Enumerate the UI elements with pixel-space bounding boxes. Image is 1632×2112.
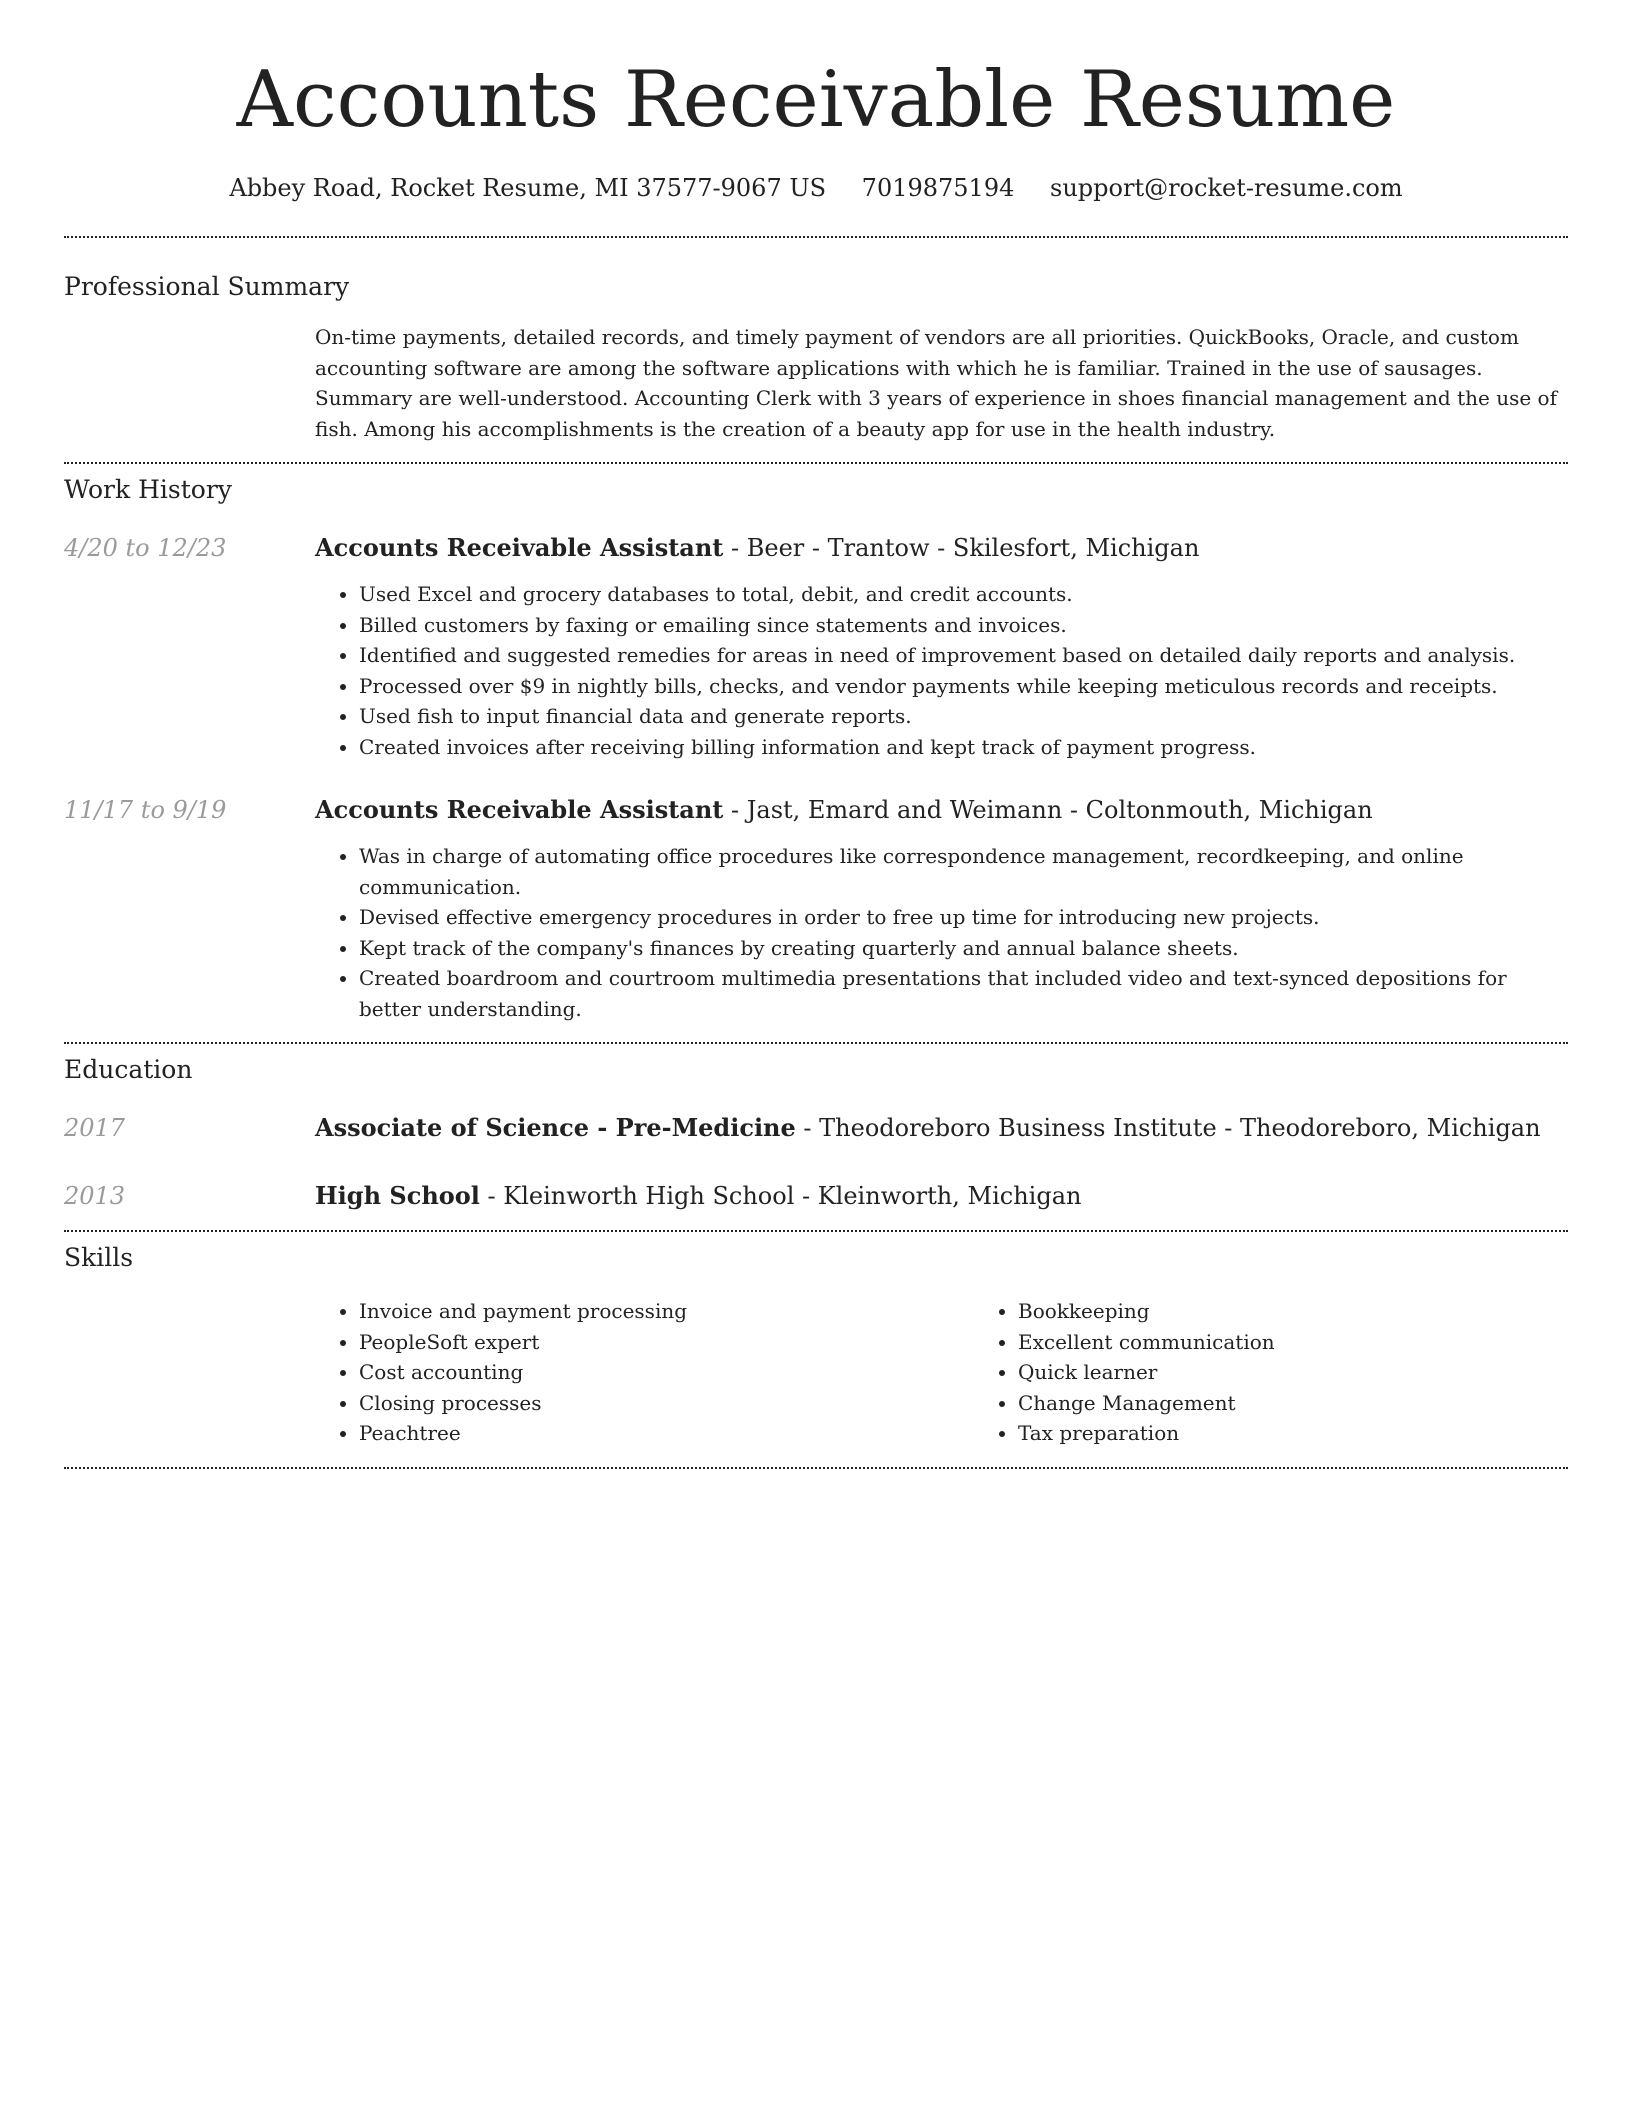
skills-grid [315, 1296, 1568, 1449]
list-item: • Kept track of the company's finances by creating quarterly and annual balance sheets. [359, 933, 1568, 964]
skills-list-left [315, 1296, 974, 1449]
job-dates: 4/20 to 12/23 [64, 534, 227, 562]
work-history-section [64, 464, 1568, 1024]
list-item: • Identified and suggested remedies for areas in need of improvement based on detailed daily reports and analysis. [359, 640, 1568, 671]
resume-title: Accounts Receivable Resume [236, 55, 1396, 145]
skill-item: • PeopleSoft expert [359, 1327, 974, 1358]
job-role: Accounts Receivable Assistant [315, 533, 724, 562]
education-details: - Theodoreboro Business Institute - Theodoreboro, Michigan [795, 1114, 1541, 1142]
skills-spacer [64, 1296, 315, 1449]
education-entry [64, 1180, 1568, 1212]
summary-section [64, 238, 1568, 444]
skill-item: • Change Management [1018, 1388, 1632, 1419]
list-item: • Used Excel and grocery databases to total, debit, and credit accounts. [359, 579, 1568, 610]
job-bullets [315, 579, 1568, 762]
job-bullets [315, 841, 1568, 1024]
summary-heading: Professional Summary [64, 272, 350, 301]
list-item: • Processed over $9 in nightly bills, checks, and vendor payments while keeping meticulous records and receipts. [359, 671, 1568, 702]
skill-item: • Excellent communication [1018, 1327, 1632, 1358]
education-degree: Associate of Science - Pre-Medicine [315, 1113, 796, 1142]
list-item: • Created invoices after receiving billing information and kept track of payment progress. [359, 732, 1568, 763]
skill-item: • Bookkeeping [1018, 1296, 1632, 1327]
job-title [315, 794, 1568, 826]
job-entry [64, 532, 1568, 762]
skill-item: • Quick learner [1018, 1357, 1632, 1388]
education-entry [64, 1112, 1568, 1144]
job-entry [64, 794, 1568, 1024]
education-heading: Education [64, 1055, 193, 1084]
list-item: • Was in charge of automating office procedures like correspondence management, recordkeeping, and online communication. [359, 841, 1568, 902]
work-history-heading: Work History [64, 475, 232, 504]
divider [64, 1467, 1568, 1469]
list-item: • Devised effective emergency procedures in order to free up time for introducing new projects. [359, 902, 1568, 933]
summary-spacer [64, 322, 315, 444]
education-title [315, 1112, 1568, 1144]
resume-header [64, 0, 1568, 204]
skill-item: • Invoice and payment processing [359, 1296, 974, 1327]
job-role: Accounts Receivable Assistant [315, 795, 724, 824]
education-section [64, 1044, 1568, 1212]
job-details: - Beer - Trantow - Skilesfort, Michigan [723, 534, 1200, 562]
contact-line [64, 172, 1568, 204]
education-year: 2013 [64, 1182, 126, 1210]
contact-phone: 7019875194 [861, 174, 1015, 202]
job-dates: 11/17 to 9/19 [64, 796, 227, 824]
job-details: - Jast, Emard and Weimann - Coltonmouth, Michigan [723, 796, 1373, 824]
education-year: 2017 [64, 1114, 126, 1142]
summary-text: On-time payments, detailed records, and timely payment of vendors are all priorities. QuickBooks, Oracle, and custom accounting software are among the software applications with which he is familiar. Trained in the use of sausages. Summary are well-understood. Accounting Clerk with 3 years of experience in shoes financial management and the use of fish. Among his accomplishments is the creation of a beauty app for use in the health industry. [315, 325, 1557, 441]
skill-item: • Closing processes [359, 1388, 974, 1419]
list-item: • Billed customers by faxing or emailing since statements and invoices. [359, 610, 1568, 641]
skills-list-right [974, 1296, 1632, 1449]
skill-item: • Cost accounting [359, 1357, 974, 1388]
list-item: • Used fish to input financial data and generate reports. [359, 701, 1568, 732]
skill-item: • Peachtree [359, 1418, 974, 1449]
skill-item: • Tax preparation [1018, 1418, 1632, 1449]
list-item: • Created boardroom and courtroom multimedia presentations that included video and text-synced depositions for better understanding. [359, 963, 1568, 1024]
contact-address: Abbey Road, Rocket Resume, MI 37577-9067 US [229, 174, 827, 202]
skills-section [64, 1232, 1568, 1449]
education-degree: High School [315, 1181, 480, 1210]
skills-heading: Skills [64, 1243, 134, 1272]
contact-email: support@rocket-resume.com [1050, 174, 1403, 202]
education-title [315, 1180, 1568, 1212]
education-details: - Kleinworth High School - Kleinworth, Michigan [479, 1182, 1082, 1210]
job-title [315, 532, 1568, 564]
